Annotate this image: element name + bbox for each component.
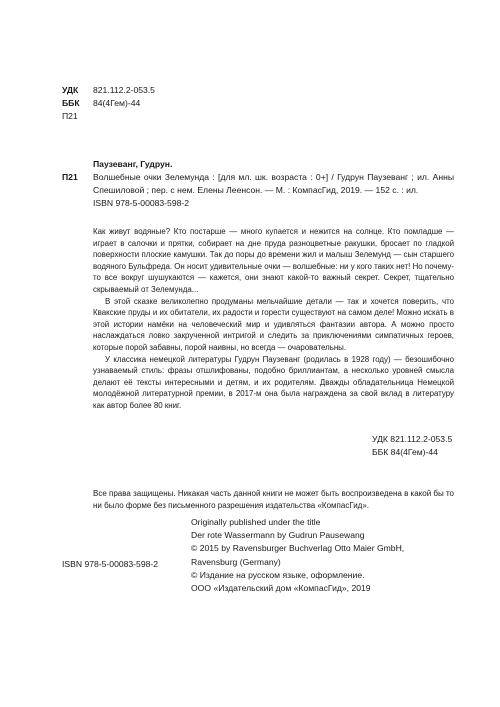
author-mark-row xyxy=(62,110,155,123)
bib-isbn: ISBN 978-5-00083-598-2 xyxy=(93,197,190,208)
bbk-value: 84(4Гем)-44 xyxy=(93,98,141,108)
bibliographic-record xyxy=(62,158,454,210)
udk-label: УДК xyxy=(62,85,79,95)
bib-description: Волшебные очки Зелемунда : [для мл. шк. возраста : 0+] / Гудрун Паузеванг ; ил. Анны Спешиловой ; пер. с нем. Елены Леенсон. — М. : КомпасГид, 2019. — 152 с. : ил. xyxy=(93,171,454,195)
copyright-line: Der rote Wassermann by Gudrun Pausewang xyxy=(191,530,365,541)
annotation-paragraph: У классика немецкой литературы Гудрун Паузеванг (родилась в 1928 году) — безошибочно узнаваемый стиль: фразы отшлифованы, подобно бриллиантам, а несколько уровней смысла делают её тексты интересными и детям, и их родителям. Дважды обладательница Немецкой молодёжной литературной премии, в 2017-м она была награждена за свой вклад в литературу как автор более 80 книг. xyxy=(93,354,454,410)
annotation-paragraph: В этой сказке великолепно продуманы мельчайшие детали — так и хочется поверить, что Квакские пруды и их обитатели, их радости и горести существуют на самом деле! Можно искать в этой истории намёки на человеческий мир и удивляться фантазии автора. А можно просто наслаждаться ловко закрученной интригой и следить за приключениями симпатичных героев, которые порой забавны, порой наивны, но всегда — очаровательны. xyxy=(93,296,454,352)
bbk-code: ББК 84(4Гем)-44 xyxy=(372,447,438,457)
copyright-line: Originally published under the title xyxy=(191,517,321,527)
copyright-line: © Издание на русском языке, оформление. xyxy=(191,569,365,580)
isbn-bottom: ISBN 978-5-00083-598-2 xyxy=(62,559,159,569)
author-heading: Паузеванг, Гудрун. xyxy=(93,159,173,169)
bib-description-row xyxy=(62,171,454,197)
udk-code: УДК 821.112.2-053.5 xyxy=(372,434,453,444)
bbk-label: ББК xyxy=(62,98,80,108)
classification-codes-repeat xyxy=(372,433,452,459)
udk-row xyxy=(62,84,155,97)
copyright-line: © 2015 by Ravensburger Buchverlag Otto Maier GmbH, xyxy=(191,543,405,554)
annotation-paragraph: Как живут водяные? Кто постарше — много купается и нежится на солнце. Кто помладше — играет в салочки и прятки, собирает на дне пруда разноцветные ракушки, бросает по гладкой поверхности плоские камушки. Так до поры до времени жил и малыш Зелемунд — сын старшего водяного Бульфреда. Он носит удивительные очки — волшебные: ни у кого таких нет! Но почему-то все вокруг шушукаются — кажется, они знают какой-то важный секрет. Секрет, тщательно скрываемый от Зелемунда... xyxy=(93,227,454,294)
rights-notice: Все права защищены. Никакая часть данной книги не может быть воспроизведена в какой бы то ни было форме без письменного разрешения издательства «КомпасГид». xyxy=(93,489,454,510)
copyright-line: Ravensburg (Germany) xyxy=(191,556,281,567)
bib-code: П21 xyxy=(62,171,78,182)
udk-value: 821.112.2-053.5 xyxy=(93,85,155,95)
annotation xyxy=(93,226,454,412)
copyright-block xyxy=(191,516,455,595)
classification-block xyxy=(62,84,155,123)
copyright-line: ООО «Издательский дом «КомпасГид», 2019 xyxy=(191,583,371,594)
author-mark: П21 xyxy=(62,111,78,121)
bbk-row xyxy=(62,97,155,110)
